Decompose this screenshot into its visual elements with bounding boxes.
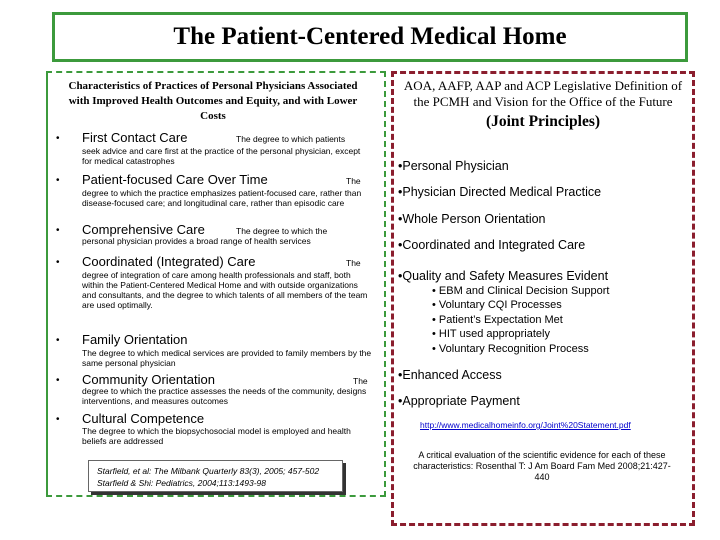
right-list-item: •Enhanced Access	[398, 368, 502, 382]
item-desc: seek advice and care first at the practice of the personal physician, except for medical catastrophes	[82, 146, 361, 166]
page-title: The Patient-Centered Medical Home	[173, 23, 567, 50]
item-title: Coordinated (Integrated) Care	[82, 254, 256, 269]
item-title: Comprehensive Care	[82, 222, 205, 237]
right-list-item: •Coordinated and Integrated Care	[398, 238, 586, 252]
reference-line: Starfield, et al: The Milbank Quarterly 83(3), 2005; 457-502	[97, 466, 320, 476]
item-desc: The degree to which the biopsychosocial model is employed and health beliefs are addressed	[82, 426, 351, 446]
item-inline-desc: The degree to which patients	[236, 134, 346, 144]
evidence-note: A critical evaluation of the scientific evidence for each of these characteristics: Rosenthal T: J Am Board Fam Med 2008;21:427-440	[413, 450, 671, 482]
bullet-icon: •	[56, 225, 60, 236]
item-desc: degree to which the practice assesses the needs of the community, designs interventions, and measures outcomes	[82, 386, 367, 406]
left-heading: Characteristics of Practices of Personal Physicians Associated with Improved Health Outcomes and Equity, and with Lower Costs	[68, 80, 358, 122]
item-desc: degree to which the practice emphasizes patient-focused care, rather than disease-focused care; and longitudinal care, rather than episodic care	[82, 188, 362, 208]
bullet-icon: •	[56, 257, 60, 268]
quality-subitem: • Voluntary CQI Processes	[432, 299, 562, 311]
reference-box	[88, 460, 343, 492]
item-title: Community Orientation	[82, 372, 215, 387]
quality-subitem: • HIT used appropriately	[432, 328, 550, 340]
reference-line: Starfield & Shi: Pediatrics, 2004;113:1493-98	[97, 478, 267, 488]
bullet-icon: •	[56, 375, 60, 386]
right-heading-big: (Joint Principles)	[485, 113, 601, 130]
item-desc: personal physician provides a broad range of health services	[82, 236, 311, 246]
item-inline-desc: The degree to which the	[236, 226, 328, 236]
quality-subitem: • Patient’s Expectation Met	[432, 314, 563, 326]
right-list-item: •Appropriate Payment	[398, 394, 520, 408]
item-desc: degree of integration of care among health professionals and staff, both within the Patient-Centered Medical Home and with outside organizations and consultants, and the degree to which talents of all members of the team are used optimally.	[82, 270, 368, 310]
quality-subitem: • EBM and Clinical Decision Support	[432, 285, 610, 297]
right-list-item: •Physician Directed Medical Practice	[398, 185, 602, 199]
item-inline-desc: The	[346, 258, 361, 268]
right-heading	[402, 78, 684, 130]
item-title: Patient-focused Care Over Time	[82, 172, 268, 187]
item-title: Cultural Competence	[82, 411, 205, 426]
bullet-icon: •	[56, 133, 60, 144]
bullet-icon: •	[56, 335, 60, 346]
item-desc: The degree to which medical services are provided to family members by the same personal physician	[82, 348, 372, 368]
right-list-item: •Personal Physician	[398, 159, 509, 173]
bullet-icon: •	[56, 414, 60, 425]
joint-statement-link[interactable]: http://www.medicalhomeinfo.org/Joint%20Statement.pdf	[420, 420, 631, 430]
bullet-icon: •	[56, 175, 60, 186]
item-inline-desc: The	[346, 176, 361, 186]
item-title: Family Orientation	[82, 332, 188, 347]
item-title: First Contact Care	[82, 130, 188, 145]
quality-subitem: • Voluntary Recognition Process	[432, 343, 589, 355]
title-box	[52, 12, 688, 62]
right-heading-text: AOA, AAFP, AAP and ACP Legislative Definition of the PCMH and Vision for the Office of the Future	[403, 78, 683, 109]
right-list-item: •Quality and Safety Measures Evident	[398, 269, 609, 283]
item-inline-desc: The	[353, 376, 368, 386]
right-list-item: •Whole Person Orientation	[398, 212, 546, 226]
